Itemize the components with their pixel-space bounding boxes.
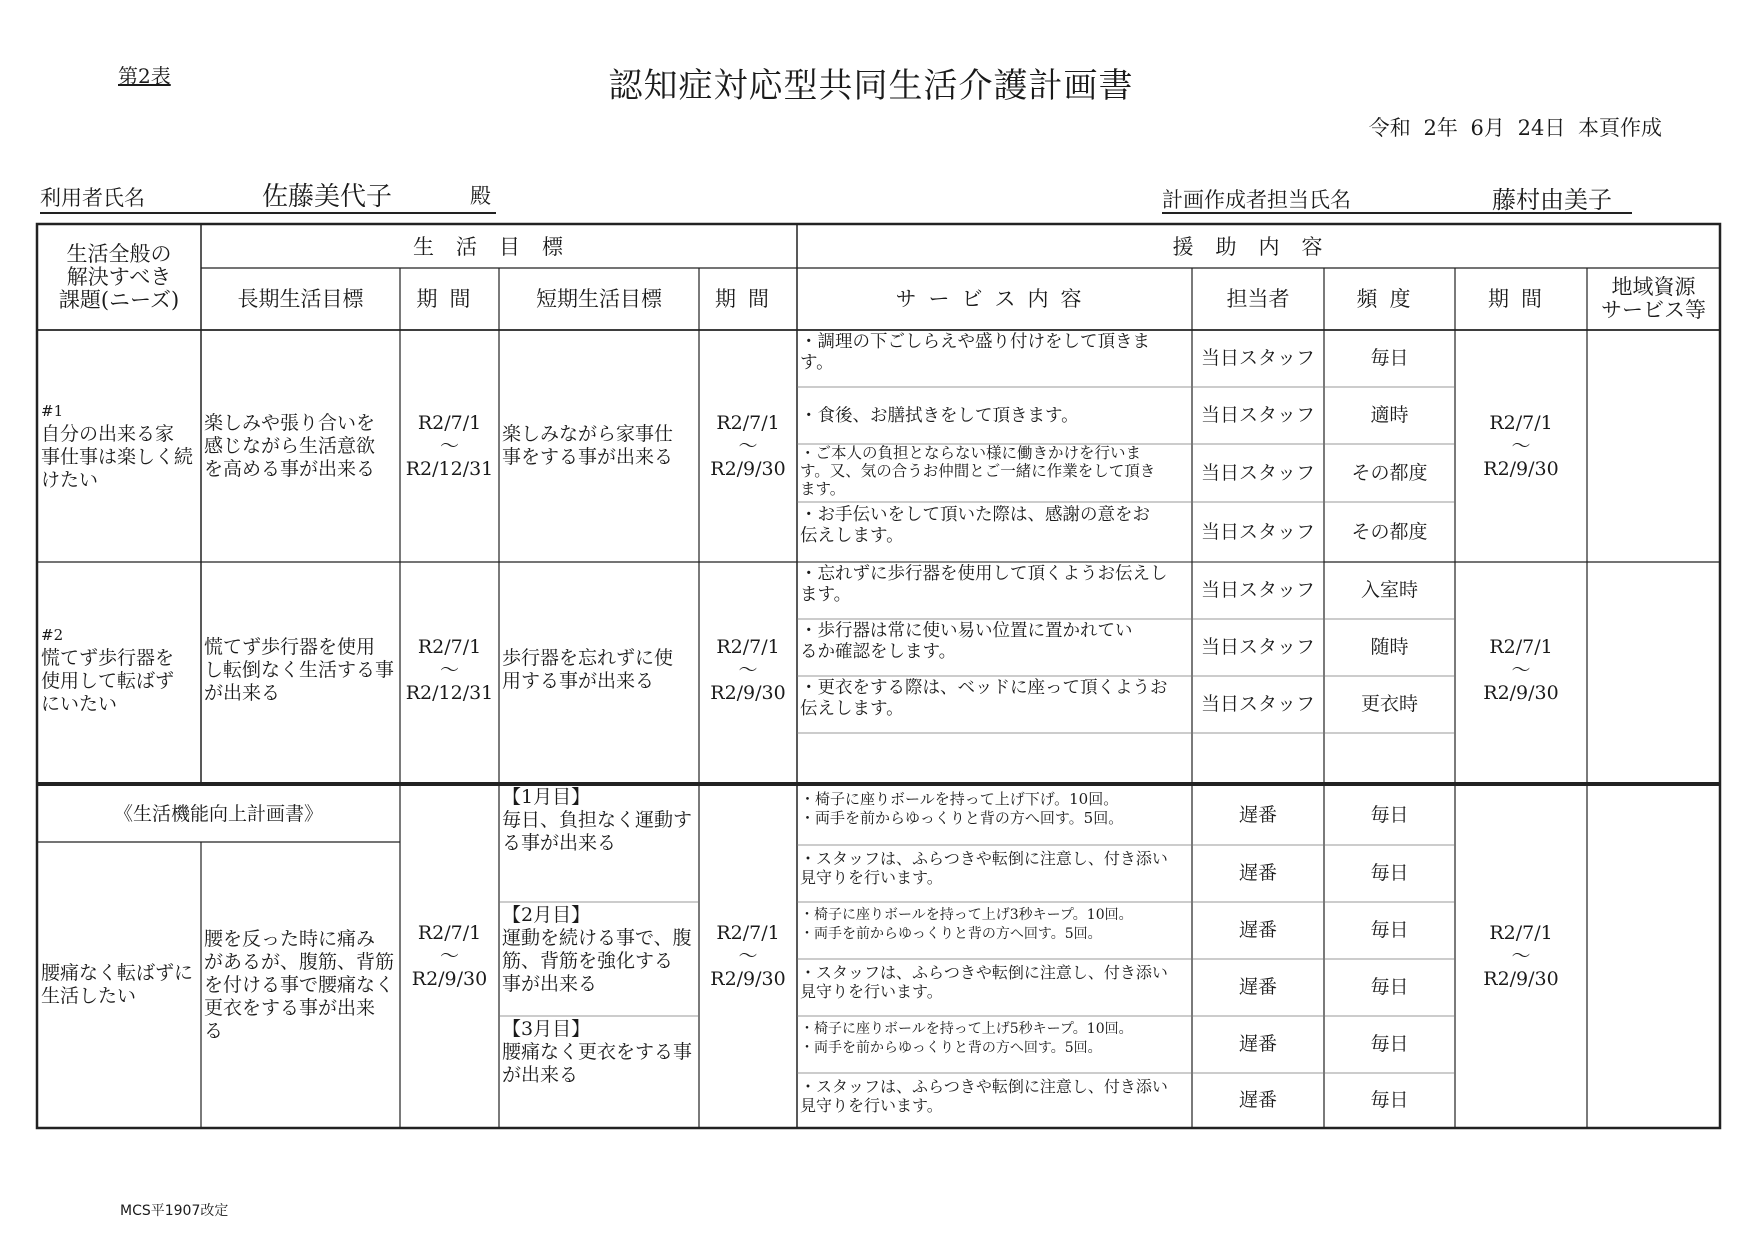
header-service: サービス内容 [895, 286, 1094, 311]
rehab-freq-4: 毎日 [1370, 976, 1409, 998]
user-honorific: 殿 [470, 184, 491, 208]
freq-1-4: その都度 [1351, 520, 1428, 543]
rehab-long-goal: 腰を反った時に痛み があるが、腹筋、背筋 を付ける事で腰痛なく 更衣をする事が出来 る [204, 927, 395, 1042]
rehab-freq-6: 毎日 [1370, 1089, 1409, 1111]
header-staff: 担当者 [1226, 286, 1290, 311]
user-name-value: 佐藤美代子 [262, 182, 393, 212]
form-number: 第2表 [118, 64, 171, 88]
staff-2-1: 当日スタッフ [1200, 579, 1315, 601]
staff-1-3: 当日スタッフ [1200, 461, 1315, 484]
page-title: 認知症対応型共同生活介護計画書 [608, 66, 1134, 106]
service-1-4: ・お手伝いをして頂いた際は、感謝の意をお 伝えします。 [800, 505, 1150, 546]
date-era: 令和 [1368, 116, 1411, 140]
long-period-2: R2/7/1 〜 R2/12/31 [405, 635, 494, 704]
rehab-service-5: ・椅子に座りボールを持って上げ5秒キープ。10回。 ・両手を前からゆっくりと背の方へ回す。5回。 [800, 1021, 1133, 1056]
header-period: 期間 [1488, 286, 1554, 311]
planner-name-value: 藤村由美子 [1492, 186, 1612, 214]
long-goal-2: 慌てず歩行器を使用 し転倒なく生活する事 が出来る [204, 635, 395, 704]
freq-1-1: 毎日 [1370, 347, 1409, 369]
rehab-service-6: ・スタッフは、ふらつきや転倒に注意し、付き添い 見守りを行います。 [800, 1077, 1168, 1115]
freq-2-2: 随時 [1370, 636, 1409, 658]
service-1-1: ・調理の下ごしらえや盛り付けをして頂きま す。 [800, 332, 1150, 373]
header-short-period: 期間 [715, 286, 781, 311]
need-1: #1 自分の出来る家 事仕事は楽しく続 けたい [41, 402, 194, 491]
header-frequency: 頻度 [1356, 286, 1423, 311]
period-2: R2/7/1 〜 R2/9/30 [1483, 635, 1559, 704]
rehab-service-2: ・スタッフは、ふらつきや転倒に注意し、付き添い 見守りを行います。 [800, 849, 1168, 887]
date-suffix: 本頁作成 [1578, 116, 1662, 140]
rehab-staff-5: 遅番 [1238, 1033, 1277, 1055]
service-2-2: ・歩行器は常に使い易い位置に置かれてい るか確認をします。 [800, 621, 1133, 662]
planner-name-label: 計画作成者担当氏名 [1162, 188, 1351, 212]
staff-2-2: 当日スタッフ [1200, 636, 1315, 658]
short-period-1: R2/7/1 〜 R2/9/30 [710, 411, 786, 480]
rehab-section-title: 《生活機能向上計画書》 [113, 802, 323, 825]
date-year: 2 [1423, 116, 1437, 140]
freq-2-1: 入室時 [1360, 579, 1418, 601]
staff-1-4: 当日スタッフ [1200, 520, 1315, 543]
header-long-period: 期間 [416, 286, 483, 311]
short-goal-1: 楽しみながら家事仕 事をする事が出来る [502, 423, 674, 468]
rehab-service-4: ・スタッフは、ふらつきや転倒に注意し、付き添い 見守りを行います。 [800, 963, 1168, 1001]
header-needs: 生活全般の 解決すべき 課題(ニーズ) [58, 241, 180, 312]
freq-1-2: 適時 [1370, 404, 1409, 426]
need-2: #2 慌てず歩行器を 使用して転ばず にいたい [41, 626, 175, 715]
rehab-short-goal-2: 【2月目】 運動を続ける事で、腹 筋、背筋を強化する 事が出来る [502, 904, 692, 995]
date-month: 6 [1470, 116, 1484, 140]
rehab-short-goal-3: 【3月目】 腰痛なく更衣をする事 が出来る [502, 1018, 693, 1086]
date-day: 24 [1517, 116, 1545, 140]
header-support: 援助内容 [1172, 234, 1345, 259]
freq-2-3: 更衣時 [1360, 693, 1418, 715]
service-1-3: ・ご本人の負担とならない様に働きかけを行いま す。又、気の合うお仲間とご一緒に作業をして頂き ます。 [800, 444, 1156, 498]
rehab-need: 腰痛なく転ばずに 生活したい [41, 962, 194, 1007]
date-month-unit: 月 [1483, 116, 1505, 140]
rehab-freq-3: 毎日 [1370, 919, 1409, 941]
user-name-field [40, 180, 496, 214]
rehab-freq-2: 毎日 [1370, 862, 1409, 884]
user-name-label: 利用者氏名 [40, 186, 145, 210]
header-long-goal: 長期生活目標 [237, 286, 364, 311]
short-goal-2: 歩行器を忘れずに使 用する事が出来る [502, 647, 674, 692]
date-day-unit: 日 [1544, 116, 1566, 140]
rehab-staff-6: 遅番 [1238, 1089, 1277, 1111]
staff-2-3: 当日スタッフ [1200, 693, 1315, 715]
long-goal-1: 楽しみや張り合いを 感じながら生活意欲 を高める事が出来る [204, 411, 376, 480]
rehab-freq-5: 毎日 [1370, 1033, 1409, 1055]
rehab-service-3: ・椅子に座りボールを持って上げ3秒キープ。10回。 ・両手を前からゆっくりと背の方へ回す。5回。 [800, 907, 1133, 942]
rehab-short-goal-1: 【1月目】 毎日、負担なく運動す る事が出来る [502, 786, 693, 854]
service-2-1: ・忘れずに歩行器を使用して頂くようお伝えし ます。 [800, 564, 1168, 605]
rehab-staff-4: 遅番 [1238, 976, 1277, 998]
date-year-unit: 年 [1436, 116, 1458, 140]
rehab-long-period: R2/7/1 〜 R2/9/30 [411, 921, 488, 990]
header-life-goal: 生活目標 [413, 234, 585, 259]
rehab-period: R2/7/1 〜 R2/9/30 [1483, 921, 1559, 990]
header-short-goal: 短期生活目標 [536, 286, 662, 311]
period-1: R2/7/1 〜 R2/9/30 [1483, 411, 1559, 480]
header-resources: 地域資源 サービス等 [1601, 275, 1706, 322]
creation-date [1369, 112, 1662, 142]
long-period-1: R2/7/1 〜 R2/12/31 [405, 411, 494, 480]
staff-1-2: 当日スタッフ [1200, 404, 1315, 426]
service-2-3: ・更衣をする際は、ベッドに座って頂くようお 伝えします。 [800, 678, 1168, 719]
rehab-staff-2: 遅番 [1238, 862, 1277, 884]
planner-name-field [1162, 180, 1632, 214]
rehab-short-period: R2/7/1 〜 R2/9/30 [710, 921, 786, 990]
freq-1-3: その都度 [1351, 461, 1428, 484]
form-revision: MCS平1907改定 [120, 1203, 229, 1219]
rehab-staff-3: 遅番 [1238, 919, 1277, 941]
service-1-2: ・食後、お膳拭きをして頂きます。 [800, 406, 1079, 426]
rehab-freq-1: 毎日 [1370, 804, 1409, 826]
rehab-staff-1: 遅番 [1238, 804, 1277, 826]
staff-1-1: 当日スタッフ [1200, 347, 1315, 369]
short-period-2: R2/7/1 〜 R2/9/30 [710, 635, 786, 704]
rehab-service-1: ・椅子に座りボールを持って上げ下げ。10回。 ・両手を前からゆっくりと背の方へ回す。5回。 [800, 790, 1124, 827]
